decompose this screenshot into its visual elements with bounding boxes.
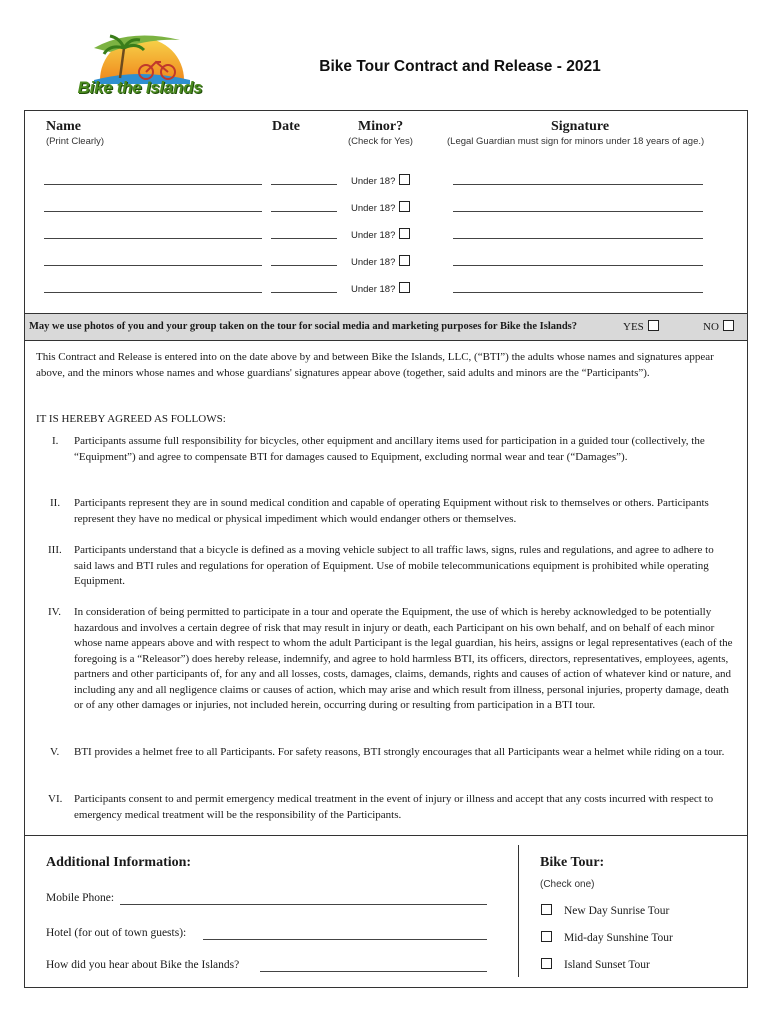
mobile-phone-field[interactable]	[120, 904, 487, 905]
name-column-header: Name	[46, 119, 81, 134]
tour-option-sunset[interactable]	[541, 958, 650, 971]
under-18-label: Under 18?	[351, 176, 396, 187]
section-divider	[24, 835, 748, 836]
mobile-phone-label: Mobile Phone:	[46, 892, 115, 904]
date-field[interactable]	[271, 265, 337, 266]
name-field[interactable]	[44, 211, 262, 212]
clause-number: VI.	[48, 793, 63, 805]
under-18-option	[351, 174, 410, 187]
signature-column-subtitle: (Legal Guardian must sign for minors under 18 years of age.)	[447, 136, 705, 147]
clause-text: Participants understand that a bicycle is defined as a moving vehicle subject to all traffic laws, signs, rules and regulations, and agree to adhere to said laws and BTI rules and regulations for operation of Equipment. Use of mobile telecommunications equipment is prohibited while operating Equipment.	[74, 544, 714, 587]
clause-number: IV.	[48, 606, 61, 618]
signature-field[interactable]	[453, 184, 703, 185]
clause-number: I.	[52, 435, 59, 447]
under-18-checkbox[interactable]	[399, 201, 410, 212]
tour-option-midday[interactable]	[541, 931, 673, 944]
under-18-checkbox[interactable]	[399, 174, 410, 185]
photo-consent-band	[25, 313, 747, 341]
tour-label: Island Sunset Tour	[564, 959, 650, 971]
tour-checkbox[interactable]	[541, 931, 552, 942]
signature-column-header: Signature	[551, 119, 610, 134]
logo-wordmark: Bike the Islands	[77, 78, 203, 97]
under-18-label: Under 18?	[351, 257, 396, 268]
photo-consent-yes	[623, 314, 659, 340]
name-field[interactable]	[44, 184, 262, 185]
yes-label: YES	[623, 321, 644, 333]
clause-number: II.	[50, 497, 61, 509]
tour-option-sunrise[interactable]	[541, 904, 669, 917]
under-18-option	[351, 282, 410, 295]
signature-field[interactable]	[453, 238, 703, 239]
clause-text: Participants represent they are in sound medical condition and capable of operating Equipment without risk to themselves or others. Participants represent they have no medical or physical impediment which would endanger others or themselves.	[74, 497, 709, 525]
column-divider	[518, 845, 519, 977]
photo-consent-question: May we use photos of you and your group taken on the tour for social media and marketing purposes for Bike the Islands?	[29, 321, 578, 332]
signature-field[interactable]	[453, 292, 703, 293]
hotel-label: Hotel (for out of town guests):	[46, 927, 187, 939]
name-column-subtitle: (Print Clearly)	[46, 136, 105, 147]
page-title: Bike Tour Contract and Release - 2021	[319, 58, 601, 75]
tour-label: New Day Sunrise Tour	[564, 905, 670, 917]
agreed-heading: IT IS HEREBY AGREED AS FOLLOWS:	[36, 413, 226, 425]
date-field[interactable]	[271, 238, 337, 239]
minor-column-subtitle: (Check for Yes)	[348, 136, 413, 147]
under-18-checkbox[interactable]	[399, 255, 410, 266]
bike-tour-title: Bike Tour:	[540, 855, 605, 870]
clause-text: In consideration of being permitted to participate in a tour and operate the Equipment, the use of which is hereby acknowledged to be potentially hazardous and involves a certain degree of risk that may result in injury or death, each Participant on his own behalf, and on behalf of each minor whose name appears above and with respect to whom the adult Participant is the legal guardian, his heirs, assigns or legal representatives (each of the foregoing is a “Releasor”) does hereby release, indemnify, and agree to hold harmless BTI, its officers, directors, representatives, employees, agents, partners and other participants of, for any and all losses, costs, damages, claims, demands, rights and causes of action of whatever kind or nature, and including any and all negligence claims or causes of action, which may arise and which result from illness, personal injuries, property damage, death or of any other damages or injuries, not included herein, occurring during or resulting from participation in a BTI tour.	[74, 606, 733, 711]
under-18-option	[351, 201, 410, 214]
bike-tour-subtitle: (Check one)	[540, 879, 595, 890]
no-checkbox[interactable]	[723, 320, 734, 331]
name-field[interactable]	[44, 292, 262, 293]
clause-text: Participants assume full responsibility for bicycles, other equipment and ancillary items used for participation in a guided tour (collectively, the “Equipment”) and agree to compensate BTI for damages caused to Equipment, excluding normal wear and tear (“Damages”).	[74, 435, 705, 463]
date-field[interactable]	[271, 184, 337, 185]
date-column-header: Date	[272, 119, 300, 134]
under-18-checkbox[interactable]	[399, 282, 410, 293]
date-field[interactable]	[271, 211, 337, 212]
hotel-field[interactable]	[203, 939, 487, 940]
tour-checkbox[interactable]	[541, 958, 552, 969]
under-18-checkbox[interactable]	[399, 228, 410, 239]
under-18-option	[351, 228, 410, 241]
signature-field[interactable]	[453, 265, 703, 266]
clause-number: III.	[48, 544, 62, 556]
additional-info-title: Additional Information:	[46, 855, 192, 870]
clause-text: BTI provides a helmet free to all Participants. For safety reasons, BTI strongly encourages that all Participants wear a helmet while riding on a tour.	[74, 746, 725, 758]
date-field[interactable]	[271, 292, 337, 293]
referral-field[interactable]	[260, 971, 487, 972]
clause-text: Participants consent to and permit emergency medical treatment in the event of injury or illness and accept that any costs incurred with respect to emergency medical treatment will be the responsibility of the Participants.	[74, 793, 714, 821]
under-18-label: Under 18?	[351, 284, 396, 295]
yes-checkbox[interactable]	[648, 320, 659, 331]
photo-consent-no	[703, 314, 734, 340]
signature-field[interactable]	[453, 211, 703, 212]
name-field[interactable]	[44, 265, 262, 266]
under-18-label: Under 18?	[351, 203, 396, 214]
tour-label: Mid-day Sunshine Tour	[564, 932, 673, 944]
name-field[interactable]	[44, 238, 262, 239]
under-18-option	[351, 255, 410, 268]
tour-checkbox[interactable]	[541, 904, 552, 915]
minor-column-header: Minor?	[358, 119, 404, 134]
intro-paragraph: This Contract and Release is entered into on the date above by and between Bike the Islands, LLC, (“BTI”) the adults whose names and signatures appear above, and the minors whose names and whose guardians' signatures appear above (together, said adults and minors are the “Participants”).	[36, 351, 714, 379]
referral-label: How did you hear about Bike the Islands?	[46, 959, 240, 971]
clause-number: V.	[50, 746, 60, 758]
no-label: NO	[703, 321, 719, 333]
under-18-label: Under 18?	[351, 230, 396, 241]
